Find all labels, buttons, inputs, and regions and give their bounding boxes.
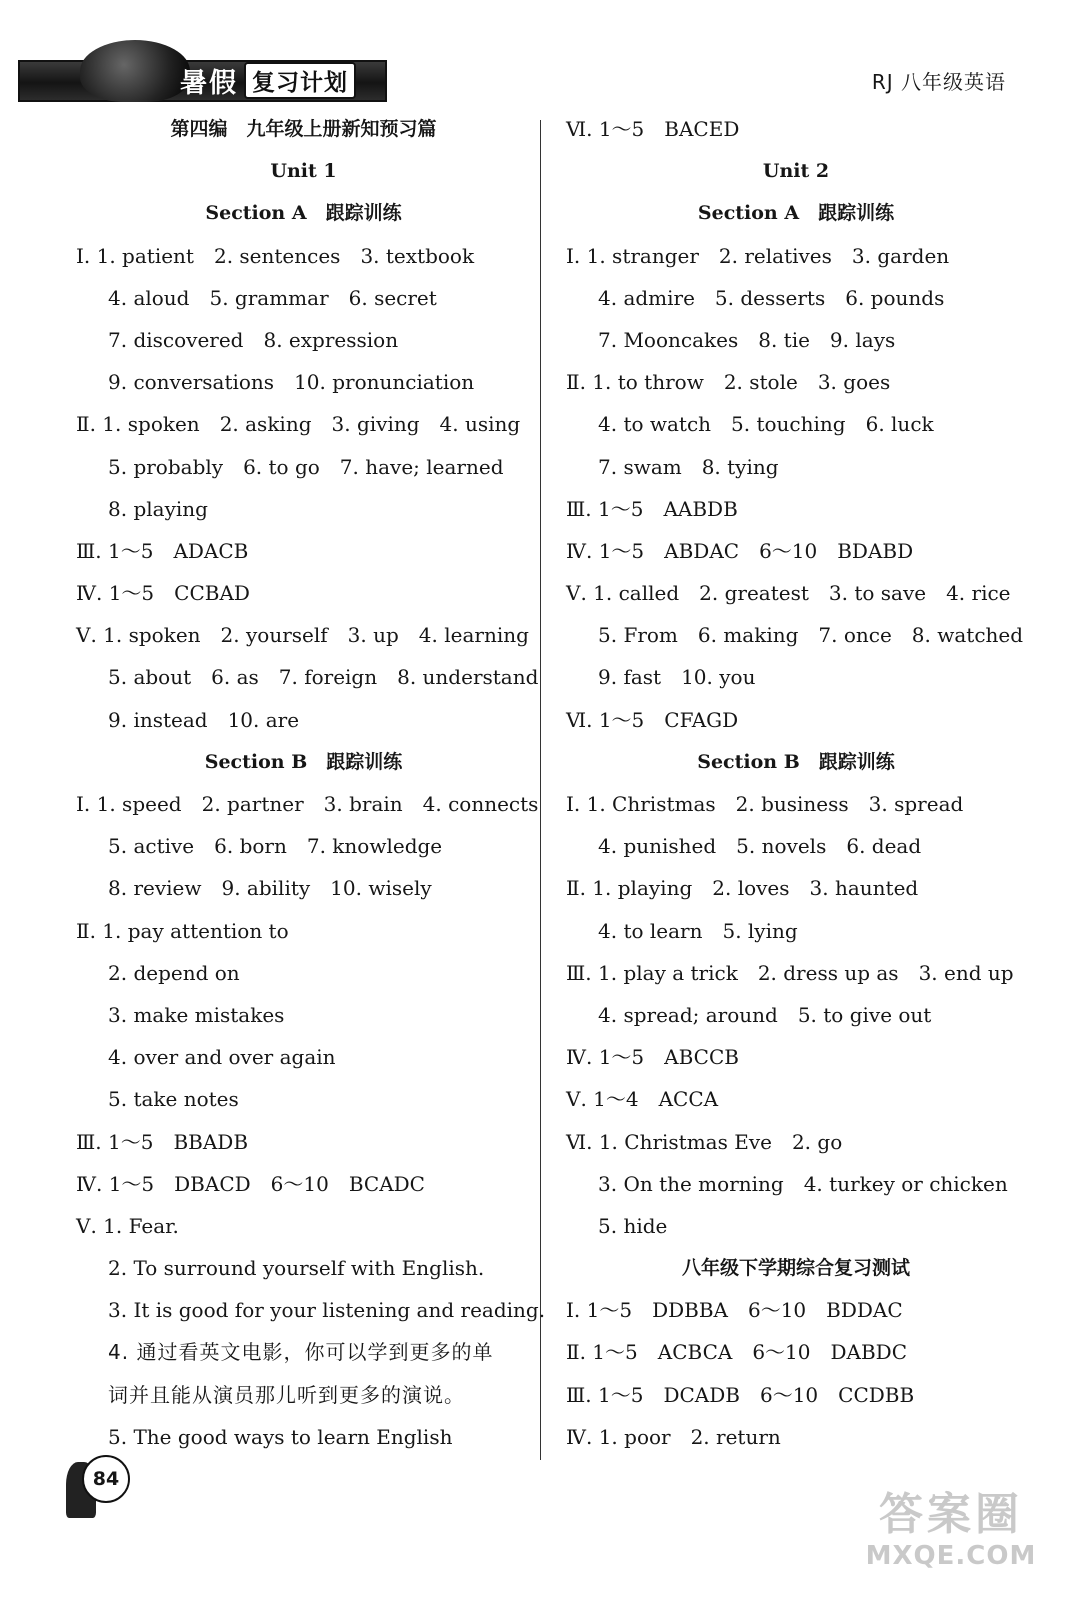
answer-line: Ⅴ. 1. spoken 2. yourself 3. up 4. learning: [76, 623, 529, 648]
page-header: [0, 0, 1072, 110]
answer-line-indented: 4. punished 5. novels 6. dead: [598, 834, 922, 859]
watermark-url: MXQE.COM: [865, 1541, 1037, 1571]
answer-line: Ⅱ. 1. pay attention to: [76, 918, 289, 943]
answer-line: Ⅳ. 1. poor 2. return: [566, 1424, 781, 1449]
section-heading: Section B 跟踪训练: [204, 750, 403, 773]
answer-line-indented: 9. fast 10. you: [598, 665, 756, 690]
answer-line-indented: 7. discovered 8. expression: [108, 327, 399, 352]
banner-title: [180, 64, 356, 99]
watermark-text: 答案圈: [879, 1489, 1023, 1540]
answer-line-indented: 4. aloud 5. grammar 6. secret: [108, 285, 437, 310]
answer-line-indented: 5. probably 6. to go 7. have; learned: [108, 454, 504, 479]
banner-main-text: 暑假: [180, 67, 238, 99]
answer-line: Ⅱ. 1. playing 2. loves 3. haunted: [566, 876, 919, 901]
answer-line: Ⅵ. 1. Christmas Eve 2. go: [566, 1129, 843, 1154]
banner-sub-text: 复习计划: [244, 62, 356, 99]
answer-line: Ⅰ. 1. patient 2. sentences 3. textbook: [76, 243, 475, 268]
section-heading: Section A 跟踪训练: [205, 202, 402, 225]
section-heading: 第四编 九年级上册新知预习篇: [170, 118, 437, 140]
answer-line: Ⅰ. 1. speed 2. partner 3. brain 4. connects: [76, 792, 539, 816]
right-answer-column: [566, 108, 1026, 1458]
answer-line-indented: 4. admire 5. desserts 6. pounds: [598, 285, 945, 310]
answer-line-indented: 3. make mistakes: [108, 1002, 285, 1027]
answer-line-indented: 4. to watch 5. touching 6. luck: [598, 412, 934, 437]
answer-line: Ⅱ. 1. to throw 2. stole 3. goes: [566, 370, 891, 395]
answer-line-indented: 8. review 9. ability 10. wisely: [108, 876, 432, 901]
answer-line: Ⅵ. 1～5 CFAGD: [566, 707, 739, 732]
answer-line: Ⅳ. 1～5 ABCCB: [566, 1045, 739, 1070]
watermark-logo: [856, 1490, 1046, 1580]
answer-line-indented: 7. swam 8. tying: [598, 454, 779, 479]
answer-line: Ⅳ. 1～5 ABDAC 6～10 BDABD: [566, 538, 914, 563]
answer-line-indented: 8. playing: [108, 496, 208, 521]
answer-line: Ⅴ. 1. Fear.: [76, 1213, 179, 1238]
answer-line-indented: 9. instead 10. are: [108, 707, 300, 732]
answer-line-indented: 4. over and over again: [108, 1045, 336, 1070]
answer-line-indented: 5. active 6. born 7. knowledge: [108, 834, 443, 859]
section-heading: Unit 2: [762, 160, 830, 183]
answer-line: Ⅳ. 1～5 CCBAD: [76, 581, 250, 606]
section-heading: 八年级下学期综合复习测试: [681, 1257, 910, 1280]
answer-line: Ⅴ. 1～4 ACCA: [566, 1087, 719, 1112]
answer-line-indented: 词并且能从演员那儿听到更多的演说。: [108, 1382, 465, 1407]
answer-line-indented: 7. Mooncakes 8. tie 9. lays: [598, 327, 896, 352]
answer-line: Ⅲ. 1～5 DCADB 6～10 CCDBB: [566, 1382, 915, 1407]
answer-line: Ⅰ. 1. stranger 2. relatives 3. garden: [566, 243, 950, 268]
left-answer-column: [76, 108, 546, 1458]
page-number: 84: [82, 1455, 130, 1503]
answer-line-indented: 3. On the morning 4. turkey or chicken: [598, 1171, 1008, 1196]
answer-line-indented: 3. It is good for your listening and reading.: [108, 1298, 546, 1323]
answer-line: Ⅲ. 1～5 ADACB: [76, 538, 249, 563]
answer-line-indented: 2. depend on: [108, 960, 240, 985]
answer-line-indented: 5. take notes: [108, 1087, 239, 1112]
section-heading: Unit 1: [270, 160, 337, 183]
answer-line-indented: 2. To surround yourself with English.: [108, 1256, 485, 1281]
answer-line: Ⅲ. 1～5 AABDB: [566, 496, 738, 521]
answer-line: Ⅴ. 1. called 2. greatest 3. to save 4. rice: [566, 581, 1011, 606]
answer-line-indented: 4. to learn 5. lying: [598, 918, 798, 943]
answer-line: Ⅰ. 1. Christmas 2. business 3. spread: [566, 792, 964, 816]
answer-line: Ⅱ. 1. spoken 2. asking 3. giving 4. using: [76, 412, 521, 437]
banner-decoration-image: [80, 40, 190, 102]
answer-line-indented: 9. conversations 10. pronunciation: [108, 370, 475, 395]
answer-line: Ⅵ. 1～5 BACED: [566, 117, 740, 141]
answer-line: Ⅱ. 1～5 ACBCA 6～10 DABDC: [566, 1340, 908, 1365]
answer-line-indented: 5. hide: [598, 1213, 668, 1238]
answer-line-indented: 5. The good ways to learn English: [108, 1424, 453, 1449]
answer-line: Ⅲ. 1. play a trick 2. dress up as 3. end up: [566, 960, 1014, 985]
answer-line: Ⅳ. 1～5 DBACD 6～10 BCADC: [76, 1171, 425, 1196]
answer-line-indented: 4. 通过看英文电影，你可以学到更多的单: [108, 1340, 494, 1365]
grade-subject-label: RJ 八年级英语: [871, 70, 1006, 94]
answer-line: Ⅲ. 1～5 BBADB: [76, 1129, 249, 1154]
answer-line-indented: 5. about 6. as 7. foreign 8. understand: [108, 665, 539, 690]
answer-line: Ⅰ. 1～5 DDBBA 6～10 BDDAC: [566, 1298, 903, 1323]
answer-line-indented: 4. spread; around 5. to give out: [598, 1002, 932, 1027]
section-heading: Section B 跟踪训练: [697, 750, 895, 773]
answer-line-indented: 5. From 6. making 7. once 8. watched: [598, 623, 1024, 648]
column-divider: [540, 120, 541, 1460]
section-heading: Section A 跟踪训练: [697, 202, 895, 225]
